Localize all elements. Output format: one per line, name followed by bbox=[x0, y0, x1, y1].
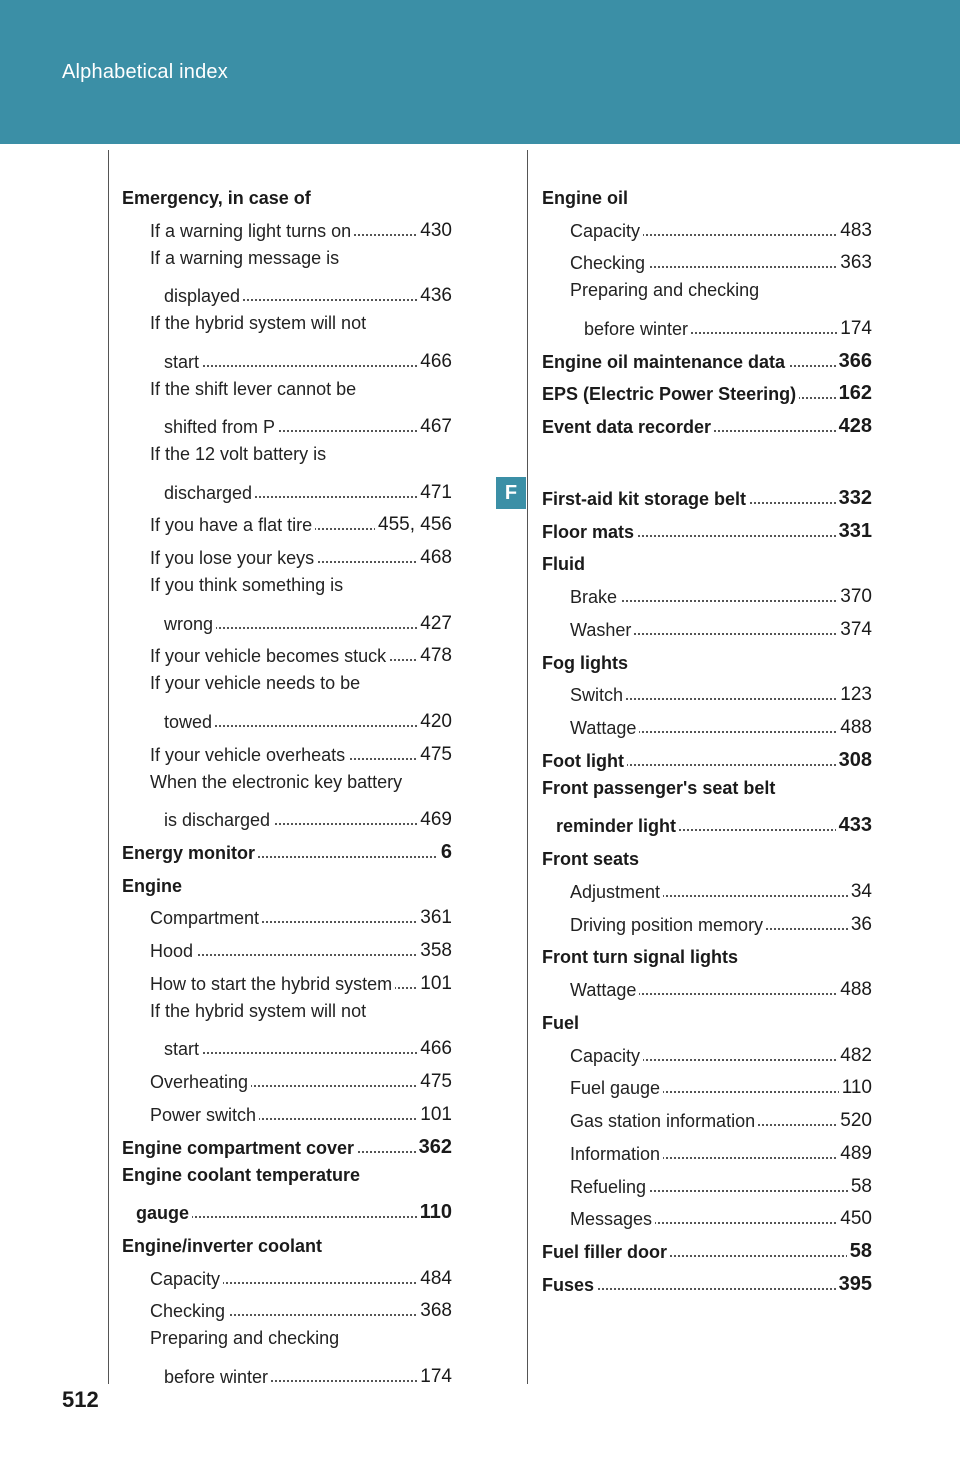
index-subentry[interactable] bbox=[122, 1291, 452, 1324]
entry-page: 395 bbox=[836, 1274, 872, 1294]
entry-page: 366 bbox=[836, 351, 872, 371]
entry-page: 174 bbox=[417, 1367, 452, 1386]
index-entry[interactable] bbox=[542, 740, 872, 773]
index-subentry[interactable] bbox=[542, 1100, 872, 1133]
entry-label: Engine compartment cover bbox=[122, 1139, 357, 1157]
index-subentry[interactable] bbox=[122, 1323, 452, 1389]
entry-label: If the hybrid system will not bbox=[150, 1000, 367, 1021]
entry-page: 488 bbox=[837, 980, 872, 999]
entry-page: 308 bbox=[836, 750, 872, 770]
section-tab[interactable]: F bbox=[496, 477, 526, 509]
entry-page: 475 bbox=[417, 1072, 452, 1091]
entry-label: Brake bbox=[570, 588, 620, 606]
entry-label: Engine coolant temperature bbox=[122, 1164, 361, 1185]
index-heading[interactable] bbox=[542, 177, 872, 210]
middle-divider bbox=[527, 150, 528, 1384]
entry-label: Washer bbox=[570, 621, 634, 639]
entry-page: 34 bbox=[848, 882, 872, 901]
index-heading[interactable] bbox=[122, 865, 452, 898]
index-subentry[interactable] bbox=[122, 930, 452, 963]
index-subentry[interactable] bbox=[542, 1133, 872, 1166]
entry-page: 368 bbox=[417, 1301, 452, 1320]
index-subentry[interactable] bbox=[122, 963, 452, 996]
index-heading-label: Front seats bbox=[542, 849, 640, 869]
index-subentry[interactable] bbox=[542, 243, 872, 276]
dot-leader bbox=[164, 1052, 452, 1054]
entry-label: Information bbox=[570, 1145, 663, 1163]
dot-leader bbox=[164, 365, 452, 367]
index-subentry[interactable] bbox=[542, 275, 872, 341]
entry-label: If your vehicle becomes stuck bbox=[150, 647, 389, 665]
entry-page: 484 bbox=[417, 1269, 452, 1288]
index-subentry[interactable] bbox=[542, 1199, 872, 1232]
index-subentry[interactable] bbox=[122, 767, 452, 833]
entry-label: If you lose your keys bbox=[150, 549, 317, 567]
entry-page: 455, 456 bbox=[375, 515, 452, 534]
entry-page: 478 bbox=[417, 646, 452, 665]
entry-label-continued: towed bbox=[164, 713, 215, 731]
entry-page: 362 bbox=[416, 1137, 452, 1157]
index-heading-label: Fog lights bbox=[542, 652, 628, 673]
index-subentry[interactable] bbox=[122, 1258, 452, 1291]
index-subentry[interactable] bbox=[122, 734, 452, 767]
index-entry[interactable] bbox=[542, 773, 872, 839]
index-subentry[interactable] bbox=[542, 1068, 872, 1101]
entry-label: EPS (Electric Power Steering) bbox=[542, 385, 799, 403]
index-subentry[interactable] bbox=[122, 996, 452, 1062]
entry-page: 420 bbox=[417, 712, 452, 731]
entry-label-continued: before winter bbox=[164, 1368, 271, 1386]
entry-label: Wattage bbox=[570, 981, 639, 999]
index-heading-label: Engine/inverter coolant bbox=[122, 1235, 323, 1256]
index-subentry[interactable] bbox=[122, 210, 452, 243]
entry-label: If your vehicle needs to be bbox=[150, 673, 361, 694]
entry-label-continued: shifted from P bbox=[164, 418, 278, 436]
entry-label: Fuses bbox=[542, 1276, 597, 1294]
entry-label: Compartment bbox=[150, 909, 262, 927]
index-entry[interactable] bbox=[122, 1127, 452, 1160]
entry-page: 110 bbox=[417, 1202, 452, 1222]
entry-label: Checking bbox=[150, 1302, 228, 1320]
index-subentry[interactable] bbox=[542, 1035, 872, 1068]
index-subentry[interactable] bbox=[122, 505, 452, 538]
entry-page: 58 bbox=[848, 1177, 872, 1196]
entry-label: Fuel gauge bbox=[570, 1079, 663, 1097]
index-column-right bbox=[542, 177, 872, 1297]
entry-label: Refueling bbox=[570, 1178, 649, 1196]
index-subentry[interactable] bbox=[542, 871, 872, 904]
entry-label: If a warning light turns on bbox=[150, 222, 354, 240]
entry-label: Capacity bbox=[570, 1047, 643, 1065]
entry-page: 101 bbox=[417, 1105, 452, 1124]
index-heading[interactable] bbox=[122, 177, 452, 210]
entry-label: Foot light bbox=[542, 752, 627, 770]
index-subentry[interactable] bbox=[542, 904, 872, 937]
entry-label: Adjustment bbox=[570, 883, 663, 901]
index-subentry[interactable] bbox=[122, 570, 452, 636]
entry-page: 483 bbox=[837, 221, 872, 240]
entry-page: 428 bbox=[836, 416, 872, 436]
entry-page: 374 bbox=[837, 620, 872, 639]
index-heading[interactable] bbox=[542, 1002, 872, 1035]
entry-label-continued: gauge bbox=[136, 1204, 192, 1222]
entry-label: How to start the hybrid system bbox=[150, 975, 395, 993]
entry-page: 469 bbox=[417, 810, 452, 829]
index-heading-label: Fuel bbox=[542, 1012, 580, 1033]
entry-page: 162 bbox=[836, 383, 872, 403]
entry-page: 358 bbox=[417, 941, 452, 960]
index-subentry[interactable] bbox=[122, 668, 452, 734]
index-entry[interactable] bbox=[542, 511, 872, 544]
entry-label-continued: before winter bbox=[584, 320, 691, 338]
index-heading-label: Emergency, in case of bbox=[122, 187, 311, 208]
index-heading-label: Front turn signal lights bbox=[542, 947, 738, 968]
entry-label: If a warning message is bbox=[150, 247, 340, 268]
entry-label: Wattage bbox=[570, 719, 639, 737]
entry-label: If your vehicle overheats bbox=[150, 746, 348, 764]
entry-label: Floor mats bbox=[542, 523, 637, 541]
entry-page: 430 bbox=[417, 221, 452, 240]
entry-label: Event data recorder bbox=[542, 418, 714, 436]
entry-label: Preparing and checking bbox=[570, 280, 760, 301]
index-heading[interactable] bbox=[542, 838, 872, 871]
index-subentry[interactable] bbox=[122, 243, 452, 309]
entry-label: If you have a flat tire bbox=[150, 516, 315, 534]
index-subentry[interactable] bbox=[542, 1166, 872, 1199]
index-subentry[interactable] bbox=[122, 308, 452, 374]
index-entry[interactable] bbox=[542, 406, 872, 439]
entry-label: Driving position memory bbox=[570, 916, 766, 934]
index-subentry[interactable] bbox=[542, 210, 872, 243]
entry-page: 110 bbox=[839, 1078, 872, 1097]
entry-label-continued: displayed bbox=[164, 287, 243, 305]
entry-label: Fuel filler door bbox=[542, 1243, 670, 1261]
entry-page: 433 bbox=[836, 815, 872, 835]
index-entry[interactable] bbox=[542, 1264, 872, 1297]
index-heading-label: Fluid bbox=[542, 554, 585, 575]
index-subentry[interactable] bbox=[122, 898, 452, 931]
index-subentry[interactable] bbox=[122, 1094, 452, 1127]
entry-label: If the shift lever cannot be bbox=[150, 378, 357, 399]
index-entry[interactable] bbox=[122, 832, 452, 865]
entry-page: 363 bbox=[837, 253, 872, 272]
entry-page: 58 bbox=[847, 1241, 872, 1261]
index-heading-label: Engine oil bbox=[542, 187, 629, 208]
index-entry[interactable] bbox=[122, 1160, 452, 1226]
entry-label-continued: start bbox=[164, 353, 202, 371]
entry-page: 467 bbox=[417, 417, 452, 436]
entry-label: If the hybrid system will not bbox=[150, 313, 367, 333]
index-heading[interactable] bbox=[122, 1225, 452, 1258]
entry-page: 6 bbox=[438, 842, 452, 862]
index-subentry[interactable] bbox=[122, 439, 452, 505]
entry-page: 466 bbox=[417, 352, 452, 371]
index-subentry[interactable] bbox=[122, 537, 452, 570]
entry-label: Engine oil maintenance data bbox=[542, 353, 788, 371]
index-entry[interactable] bbox=[542, 374, 872, 407]
index-subentry[interactable] bbox=[122, 636, 452, 669]
entry-label-continued: reminder light bbox=[556, 817, 679, 835]
entry-page: 466 bbox=[417, 1039, 452, 1058]
index-heading-label: Engine bbox=[122, 875, 183, 896]
index-subentry[interactable] bbox=[122, 374, 452, 440]
index-subentry[interactable] bbox=[542, 707, 872, 740]
entry-label-continued: wrong bbox=[164, 615, 216, 633]
entry-page: 36 bbox=[848, 915, 872, 934]
entry-page: 331 bbox=[836, 521, 872, 541]
entry-label: Messages bbox=[570, 1210, 655, 1228]
index-heading[interactable] bbox=[542, 642, 872, 675]
entry-label: Power switch bbox=[150, 1106, 259, 1124]
section-spacer bbox=[542, 439, 872, 478]
entry-page: 482 bbox=[837, 1046, 872, 1065]
entry-page: 101 bbox=[417, 974, 452, 993]
entry-label: Front passenger's seat belt bbox=[542, 777, 776, 798]
entry-page: 488 bbox=[837, 718, 872, 737]
page-header bbox=[0, 0, 960, 144]
entry-label: Energy monitor bbox=[122, 844, 258, 862]
entry-page: 471 bbox=[417, 483, 452, 502]
entry-label: Gas station information bbox=[570, 1112, 758, 1130]
page-number: 512 bbox=[62, 1387, 99, 1412]
entry-label: If the 12 volt battery is bbox=[150, 444, 327, 464]
entry-label-continued: start bbox=[164, 1040, 202, 1058]
entry-label: Hood bbox=[150, 942, 196, 960]
index-heading[interactable] bbox=[542, 937, 872, 970]
entry-page: 361 bbox=[417, 908, 452, 927]
index-column-left bbox=[122, 177, 452, 1389]
entry-label-continued: is discharged bbox=[164, 811, 273, 829]
index-subentry[interactable] bbox=[542, 576, 872, 609]
entry-page: 450 bbox=[837, 1209, 872, 1228]
index-heading[interactable] bbox=[542, 544, 872, 577]
entry-label: If you think something is bbox=[150, 575, 344, 595]
entry-label: Capacity bbox=[150, 1270, 223, 1288]
entry-page: 520 bbox=[837, 1111, 872, 1130]
index-entry[interactable] bbox=[542, 341, 872, 374]
entry-page: 436 bbox=[417, 286, 452, 305]
entry-label: Overheating bbox=[150, 1073, 251, 1091]
entry-page: 123 bbox=[837, 685, 872, 704]
left-divider bbox=[108, 150, 109, 1384]
entry-page: 427 bbox=[417, 614, 452, 633]
index-entry[interactable] bbox=[542, 478, 872, 511]
index-subentry[interactable] bbox=[542, 969, 872, 1002]
entry-page: 489 bbox=[837, 1144, 872, 1163]
entry-label: Preparing and checking bbox=[150, 1328, 340, 1349]
header-title: Alphabetical index bbox=[62, 61, 228, 83]
entry-page: 174 bbox=[837, 319, 872, 338]
index-subentry[interactable] bbox=[542, 609, 872, 642]
entry-label: Checking bbox=[570, 254, 648, 272]
entry-label: First-aid kit storage belt bbox=[542, 490, 749, 508]
entry-page: 370 bbox=[837, 587, 872, 606]
index-subentry[interactable] bbox=[122, 1061, 452, 1094]
entry-page: 468 bbox=[417, 548, 452, 567]
entry-label-continued: discharged bbox=[164, 484, 255, 502]
index-entry[interactable] bbox=[542, 1231, 872, 1264]
entry-page: 475 bbox=[417, 745, 452, 764]
entry-label: Switch bbox=[570, 686, 626, 704]
entry-label: Capacity bbox=[570, 222, 643, 240]
index-subentry[interactable] bbox=[542, 675, 872, 708]
entry-label: When the electronic key battery bbox=[150, 771, 403, 792]
entry-page: 332 bbox=[836, 488, 872, 508]
